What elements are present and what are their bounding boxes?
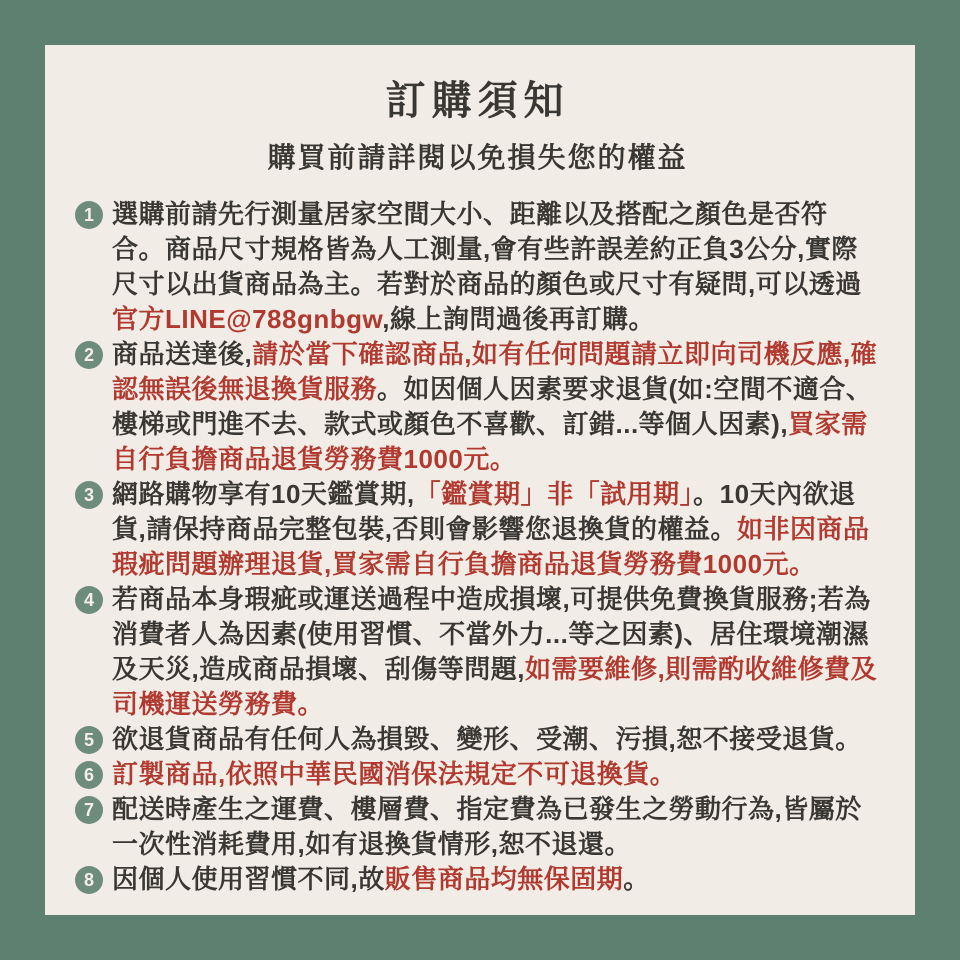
notice-item-3 — [75, 477, 880, 582]
text-segment: 商品送達後, — [112, 339, 253, 369]
text-segment: 配送時產生之運費、樓層費、指定費為已發生之勞動行為,皆屬於一次性消耗費用,如有退換貨情形,恕不退還。 — [112, 794, 862, 859]
highlighted-text-segment: 如需要維修,則需酌收維修費及司機運送勞務費。 — [112, 654, 878, 719]
page-subtitle: 購買前請詳閱以免損失您的權益 — [267, 142, 688, 173]
text-segment: 欲退貨商品有任何人為損毀、變形、受潮、污損,恕不接受退貨。 — [112, 724, 862, 754]
notice-item-text — [112, 722, 880, 757]
text-segment: 。10天內欲退貨,請保持商品完整包裝,否則會影響您退換貨的權益。 — [112, 479, 856, 544]
text-segment: ,線上詢問過後再訂購。 — [382, 304, 655, 334]
item-number-badge: 3 — [75, 481, 103, 509]
highlighted-text-segment: 官方LINE@788gnbgw — [112, 304, 383, 334]
item-number-badge: 2 — [75, 341, 103, 369]
text-segment: 。如因個人因素要求退貨(如:空間不適合、樓梯或門進不去、款式或顏色不喜歡、訂錯...等個人因素), — [112, 374, 873, 439]
text-segment: 選購前請先行測量居家空間大小、距離以及搭配之顏色是否符合。商品尺寸規格皆為人工測量,會有些許誤差約正負3公分,實際尺寸以出貨商品為主。若對於商品的顏色或尺寸有疑問,可以透過 — [112, 199, 862, 299]
notice-item-text — [112, 337, 880, 477]
notice-panel — [45, 45, 915, 915]
text-segment: 若商品本身瑕疵或運送過程中造成損壞,可提供免費換貨服務;若為消費者人為因素(使用習慣、不當外力...等之因素)、居住環境潮濕及天災,造成商品損壞、刮傷等問題, — [112, 584, 871, 684]
text-segment: 網路購物享有10天鑑賞期, — [112, 479, 415, 509]
notice-item-7 — [75, 792, 880, 862]
notice-item-6 — [75, 757, 880, 792]
notice-list — [75, 197, 880, 897]
item-number-badge: 6 — [75, 761, 103, 789]
notice-item-text — [112, 197, 880, 337]
text-segment: 。 — [623, 864, 650, 894]
highlighted-text-segment: 販售商品均無保固期 — [384, 864, 624, 894]
highlighted-text-segment: 「鑑賞期」非「試用期」 — [414, 479, 694, 509]
highlighted-text-segment: 請於當下確認商品,如有任何問題請立即向司機反應,確認無誤後無退換貨服務 — [112, 339, 878, 404]
highlighted-text-segment: 如非因商品瑕疵問題辦理退貨,買家需自行負擔商品退貨勞務費1000元。 — [112, 514, 870, 579]
item-number-badge: 5 — [75, 726, 103, 754]
item-number-badge: 1 — [75, 201, 103, 229]
item-number-badge: 7 — [75, 796, 103, 824]
notice-item-text — [112, 477, 880, 582]
notice-item-2 — [75, 337, 880, 477]
item-number-badge: 8 — [75, 866, 103, 894]
notice-item-text — [112, 757, 880, 792]
notice-item-text — [112, 792, 880, 862]
highlighted-text-segment: 買家需自行負擔商品退貨勞務費1000元。 — [112, 409, 868, 474]
notice-item-1 — [75, 197, 880, 337]
notice-item-text — [112, 582, 880, 722]
page-title: 訂購須知 — [385, 79, 570, 123]
notice-item-8 — [75, 862, 880, 897]
notice-item-5 — [75, 722, 880, 757]
item-number-badge: 4 — [75, 586, 103, 614]
highlighted-text-segment: 訂製商品,依照中華民國消保法規定不可退換貨。 — [112, 759, 677, 789]
text-segment: 因個人使用習慣不同,故 — [112, 864, 385, 894]
notice-item-text — [112, 862, 880, 897]
notice-item-4 — [75, 582, 880, 722]
